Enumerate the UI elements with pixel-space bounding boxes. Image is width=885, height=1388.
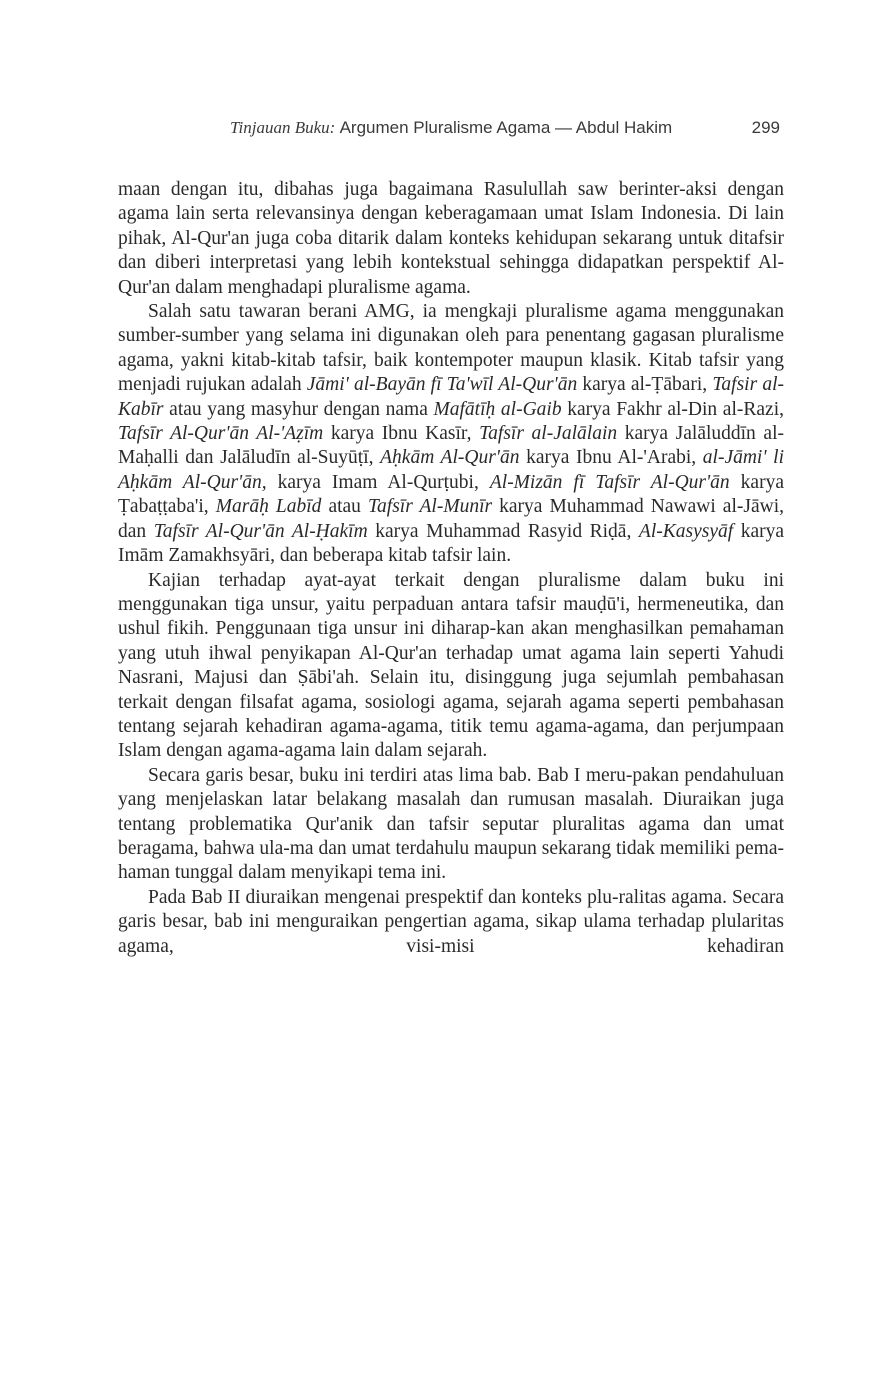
text-run: karya Ibnu Kasīr, [323, 423, 480, 445]
paragraph [118, 569, 784, 764]
book-title: Tafsīr Al-Munīr [367, 496, 493, 518]
book-title: Jāmi' al-Bayān fī Ta'wīl Al-Qur'ān [306, 374, 578, 396]
text-run: Kajian terhadap ayat-ayat terkait dengan pluralisme dalam buku ini menggunakan tiga unsur, yaitu perpaduan antara tafsir mauḍū'i, hermeneutika, dan ushul fikih. Penggunaan tiga unsur ini diharap-kan akan menghasilkan pemahaman yang utuh ihwal penyikapan Al-Qur'an terhadap umat agama lain seperti Yahudi Nasrani, Majusi dan Ṣābi'ah. Selain itu, disinggung juga sejumlah pembahasan terkait dengan filsafat agama, sosiologi agama, sejarah agama seperti pembahasan tentang sejarah kehadiran agama-agama, titik temu agama-agama, dan perjumpaan Islam dengan agama-agama lain dalam sejarah. [118, 569, 784, 762]
text-run: karya Imām Zamakhsyāri, dan beberapa kitab tafsir lain. [118, 520, 785, 567]
text-run: Secara garis besar, buku ini terdiri atas lima bab. Bab I meru-pakan pendahuluan yang menjelaskan latar belakang masalah dan rumusan masalah. Diuraikan juga tentang problematika Qur'anik dan tafsir seputar pluralitas agama dan umat beragama, bahwa ula-ma dan umat terdahulu maupun sekarang tidak memiliki pema-haman tunggal dalam menyikapi tema ini. [118, 764, 784, 884]
text-run: Pada Bab II diuraikan mengenai prespektif dan konteks plu-ralitas agama. Secara garis besar, bab ini menguraikan pengertian agama, sikap ulama terhadap plularitas agama, visi-misi kehadiran [118, 886, 784, 957]
book-title: Mafātīḥ al-Gaib [433, 398, 562, 420]
text-run: karya al-Ṭābari, [577, 374, 713, 396]
running-header [230, 118, 780, 138]
text-run: karya Ṭabaṭṭaba'i, [118, 471, 784, 518]
paragraph [118, 300, 784, 568]
text-run: atau [321, 496, 368, 518]
header-series: Tinjauan Buku: [230, 118, 336, 137]
book-title: Tafsīr Al-Qur'ān Al-Ḥakīm [153, 520, 368, 542]
book-title: Al-Kasysyāf [638, 520, 734, 542]
text-run: karya Muhammad Rasyid Riḍā, [367, 520, 639, 542]
body-text [118, 178, 784, 959]
text-run: atau yang masyhur dengan nama [163, 398, 434, 420]
book-title: Al-Mizān fī Tafsīr Al-Qur'ān [489, 471, 730, 493]
text-run: karya Ibnu Al-'Arabi, [519, 447, 703, 469]
book-title: Tafsīr al-Jalālain [479, 423, 618, 445]
book-title: Tafsir al-Kabīr [118, 374, 784, 420]
text-run: Salah satu tawaran berani AMG, ia mengkaji pluralisme agama menggunakan sumber-sumber yang selama ini digunakan oleh para penentang gagasan pluralisme agama, yakni kitab-kitab tafsir, baik kontempoter maupun klasik. Kitab tafsir yang menjadi rujukan adalah [118, 301, 784, 396]
book-title: Marāḥ Labīd [215, 496, 322, 518]
text-run: karya Imam Al-Qurṭubi, [266, 471, 490, 493]
paragraph [118, 764, 784, 886]
book-title: al-Jāmi' li Aḥkām Al-Qur'ān, [118, 447, 784, 493]
text-run: karya Jalāluddīn al-Maḥalli dan Jalāludīn al-Suyūṭī, [118, 423, 784, 469]
book-title: Tafsīr Al-Qur'ān Al-'Aẓīm [118, 423, 324, 445]
paragraph [118, 886, 784, 959]
header-title: Argumen Pluralisme Agama — Abdul Hakim [339, 118, 673, 137]
text-run: karya Fakhr al-Din al-Razi, [561, 398, 784, 420]
book-title: Aḥkām Al-Qur'ān [380, 447, 520, 469]
text-run: maan dengan itu, dibahas juga bagaimana Rasulullah saw berinter-aksi dengan agama lain serta relevansinya dengan keberagamaan umat Islam Indonesia. Di lain pihak, Al-Qur'an juga coba ditarik dalam konteks kehidupan sekarang untuk ditafsir dan diberi interpretasi yang lebih kontekstual sehingga didapatkan perspektif Al-Qur'an dalam menghadapi pluralisme agama. [118, 179, 784, 298]
page-number: 299 [751, 118, 780, 137]
text-run: karya Muhammad Nawawi al-Jāwi, dan [118, 496, 784, 542]
paragraph [118, 178, 784, 300]
